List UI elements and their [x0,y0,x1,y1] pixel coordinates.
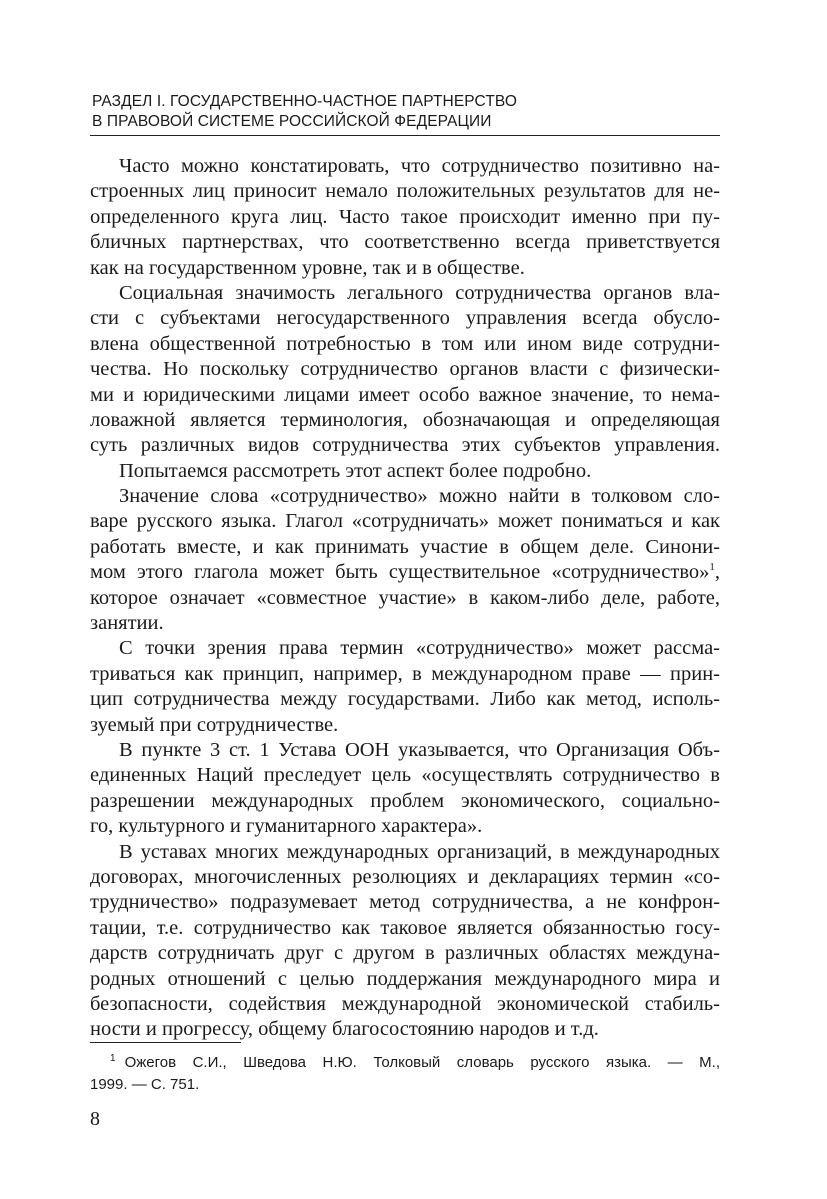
paragraph [90,840,720,1043]
text-line: триваться как принцип, например, в международном праве — прин- [90,662,720,685]
text-line: строенных лиц приносит немало положительных результатов для не- [90,180,720,203]
text-line: Значение слова «сотрудничество» можно найти в толковом сло- [119,485,720,508]
running-header [92,92,721,132]
text-line: зуемый при сотрудничестве. [90,713,339,736]
text-line-content: мом этого глагола может быть существительное «сотрудничество» [90,561,710,584]
running-header-line: РАЗДЕЛ I. ГОСУДАРСТВЕННО-ЧАСТНОЕ ПАРТНЕРСТВО [92,93,517,110]
text-line: договорах, многочисленных резолюциях и декларациях термин «со- [90,865,720,888]
text-line: тации, т.е. сотрудничество как таковое является обязанностью госу- [90,916,720,939]
text-line: Попытаемся рассмотреть этот аспект более подробно. [119,459,592,482]
text-line: В пункте 3 ст. 1 Устава ООН указывается, что Организация Объ- [119,738,720,761]
text-line: С точки зрения права термин «сотрудничество» может рассма- [119,637,720,660]
paragraph [90,281,720,459]
paragraph [90,738,720,840]
text-line: чества. Но поскольку сотрудничество органов власти с физически- [90,358,720,381]
footnote [90,1052,720,1096]
text-line: как на государственном уровне, так и в обществе. [90,256,525,279]
header-rule [90,135,720,136]
text-line: Часто можно констатировать, что сотрудничество позитивно на- [119,155,720,177]
footnote-reference[interactable]: 1 [709,561,715,574]
text-line: варе русского языка. Глагол «сотрудничать» может пониматься и как [90,510,720,533]
text-line: го, культурного и гуманитарного характера». [90,815,483,838]
text-line: работать вместе, и как принимать участие в общем деле. Синони- [90,535,720,558]
footnote-marker: 1 [110,1053,116,1064]
text-line: ми и юридическими лицами имеет особо важное значение, то нема- [90,383,720,406]
footnote-text: Ожегов С.И., Шведова Н.Ю. Толковый словарь русского языка. — М., [124,1054,720,1071]
text-line: бличных партнерствах, что соответственно всегда приветствуется [90,231,720,254]
footnote-rule [90,1042,241,1043]
text-line: влена общественной потребностью в том или ином виде сотрудни- [90,332,720,355]
text-line: дарств сотрудничать друг с другом в различных областях междуна- [90,942,720,965]
text-line: родных отношений с целью поддержания международного мира и [90,967,720,990]
text-line: ности и прогрессу, общему благосостоянию народов и т.д. [90,1018,599,1041]
running-header-line: В ПРАВОВОЙ СИСТЕМЕ РОССИЙСКОЙ ФЕДЕРАЦИИ [92,113,492,130]
paragraph [90,484,720,636]
text-line: безопасности, содействия международной экономической стабиль- [90,992,720,1015]
text-line [90,560,720,585]
text-line: ловажной является терминология, обозначающая и определяющая [90,408,720,431]
text-line: В уставах многих международных организаций, в международных [119,840,720,863]
text-line: Социальная значимость легального сотрудничества органов вла- [119,281,720,304]
text-line: суть различных видов сотрудничества этих субъектов управления. [90,434,720,457]
text-line: трудничество» подразумевает метод сотрудничества, а не конфрон- [90,891,720,914]
footnote-line [90,1052,720,1074]
paragraph [90,154,720,281]
paragraph [90,459,720,484]
footnote-line: 1999. — С. 751. [90,1076,200,1093]
text-line: определенного круга лиц. Часто такое происходит именно при пу- [90,205,720,228]
text-line: сти с субъектами негосударственного управления всегда обусло- [90,307,720,330]
text-line: цип сотрудничества между государствами. Либо как метод, исполь- [90,688,720,711]
text-line: которое означает «совместное участие» в каком-либо деле, работе, [90,586,720,609]
text-line: единенных Наций преследует цель «осуществлять сотрудничество в [90,764,720,787]
main-text [90,154,720,1043]
page-number: 8 [90,1108,100,1130]
text-line: занятии. [90,612,164,635]
paragraph [90,636,720,738]
text-line: разрешении международных проблем экономического, социально- [90,789,720,812]
footnote-reference-suffix: , [714,561,720,584]
